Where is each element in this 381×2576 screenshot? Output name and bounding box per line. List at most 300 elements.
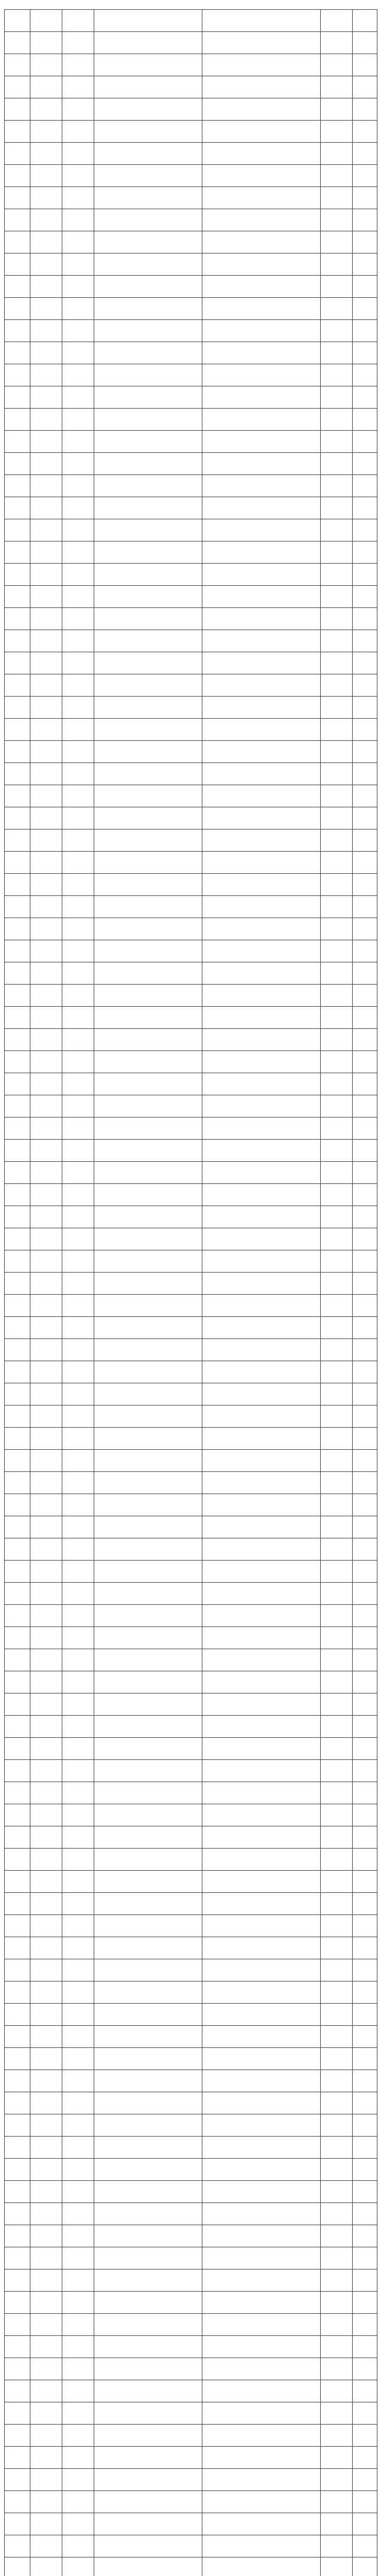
cell-name — [94, 652, 202, 674]
cell-no — [5, 896, 30, 918]
cell-org — [202, 1250, 321, 1273]
cell-org — [202, 2114, 321, 2137]
cell-city — [62, 1915, 94, 1937]
cell-no — [5, 2114, 30, 2137]
cell-region — [30, 497, 62, 519]
cell-type — [321, 586, 353, 608]
cell-city — [62, 2159, 94, 2181]
table-row — [5, 2070, 377, 2092]
cell-type — [321, 1937, 353, 1959]
cell-name — [94, 1605, 202, 1627]
cell-region — [30, 98, 62, 121]
cell-org — [202, 187, 321, 209]
cell-count — [353, 76, 377, 98]
cell-count — [353, 231, 377, 253]
cell-region — [30, 652, 62, 674]
cell-count — [353, 1583, 377, 1605]
cell-region — [30, 1317, 62, 1339]
cell-count — [353, 985, 377, 1007]
table-row — [5, 342, 377, 364]
cell-city — [62, 1073, 94, 1095]
cell-org — [202, 1849, 321, 1871]
cell-org — [202, 386, 321, 409]
cell-org — [202, 342, 321, 364]
cell-region — [30, 697, 62, 719]
cell-region — [30, 1893, 62, 1915]
cell-no — [5, 409, 30, 431]
cell-org — [202, 1428, 321, 1450]
cell-org — [202, 1716, 321, 1738]
cell-city — [62, 2380, 94, 2402]
cell-type — [321, 1561, 353, 1583]
cell-region — [30, 1693, 62, 1716]
cell-name — [94, 1937, 202, 1959]
table-row — [5, 2137, 377, 2159]
cell-no — [5, 1184, 30, 1206]
cell-name — [94, 2114, 202, 2137]
cell-name — [94, 1317, 202, 1339]
cell-name — [94, 630, 202, 652]
cell-count — [353, 1250, 377, 1273]
cell-type — [321, 674, 353, 697]
cell-org — [202, 829, 321, 852]
cell-no — [5, 231, 30, 253]
cell-no — [5, 364, 30, 386]
cell-count — [353, 54, 377, 76]
cell-count — [353, 364, 377, 386]
cell-region — [30, 1760, 62, 1782]
table-row — [5, 1317, 377, 1339]
cell-region — [30, 2513, 62, 2535]
table-row — [5, 2269, 377, 2292]
cell-name — [94, 1915, 202, 1937]
table-row — [5, 2513, 377, 2535]
cell-region — [30, 1583, 62, 1605]
cell-city — [62, 453, 94, 475]
cell-region — [30, 1981, 62, 2004]
cell-type — [321, 165, 353, 187]
cell-region — [30, 54, 62, 76]
cell-no — [5, 2225, 30, 2247]
cell-region — [30, 2380, 62, 2402]
cell-count — [353, 1029, 377, 1051]
cell-region — [30, 1029, 62, 1051]
cell-org — [202, 2336, 321, 2358]
cell-type — [321, 2114, 353, 2137]
cell-type — [321, 1671, 353, 1693]
cell-name — [94, 2004, 202, 2026]
cell-city — [62, 2513, 94, 2535]
table-row — [5, 2203, 377, 2225]
cell-no — [5, 1871, 30, 1893]
table-row — [5, 1849, 377, 1871]
cell-count — [353, 1915, 377, 1937]
table-row — [5, 1007, 377, 1029]
cell-name — [94, 2535, 202, 2557]
cell-no — [5, 2026, 30, 2048]
cell-type — [321, 1981, 353, 2004]
cell-count — [353, 2137, 377, 2159]
cell-type — [321, 1273, 353, 1295]
cell-no — [5, 719, 30, 741]
cell-no — [5, 785, 30, 807]
cell-city — [62, 2336, 94, 2358]
cell-name — [94, 386, 202, 409]
cell-name — [94, 1516, 202, 1538]
cell-city — [62, 918, 94, 940]
cell-org — [202, 1826, 321, 1849]
cell-name — [94, 1716, 202, 1738]
cell-org — [202, 1007, 321, 1029]
cell-city — [62, 2402, 94, 2425]
cell-city — [62, 1250, 94, 1273]
cell-type — [321, 1206, 353, 1228]
cell-org — [202, 143, 321, 165]
cell-name — [94, 807, 202, 829]
cell-name — [94, 54, 202, 76]
cell-city — [62, 386, 94, 409]
cell-city — [62, 674, 94, 697]
cell-org — [202, 431, 321, 453]
cell-type — [321, 519, 353, 541]
cell-no — [5, 1273, 30, 1295]
table-body — [5, 10, 377, 2576]
cell-region — [30, 1117, 62, 1140]
cell-city — [62, 320, 94, 342]
cell-count — [353, 2425, 377, 2447]
cell-org — [202, 2358, 321, 2380]
cell-count — [353, 2159, 377, 2181]
cell-count — [353, 741, 377, 763]
cell-region — [30, 564, 62, 586]
cell-city — [62, 1583, 94, 1605]
cell-org — [202, 1981, 321, 2004]
table-row — [5, 76, 377, 98]
cell-city — [62, 2491, 94, 2513]
cell-count — [353, 785, 377, 807]
cell-city — [62, 785, 94, 807]
table-row — [5, 1295, 377, 1317]
cell-name — [94, 852, 202, 874]
cell-count — [353, 807, 377, 829]
cell-count — [353, 320, 377, 342]
cell-count — [353, 918, 377, 940]
cell-region — [30, 1295, 62, 1317]
cell-type — [321, 1760, 353, 1782]
cell-no — [5, 2092, 30, 2114]
cell-count — [353, 497, 377, 519]
table-row — [5, 1117, 377, 1140]
cell-name — [94, 1051, 202, 1073]
cell-count — [353, 386, 377, 409]
cell-no — [5, 1915, 30, 1937]
cell-region — [30, 1516, 62, 1538]
cell-name — [94, 1339, 202, 1361]
cell-region — [30, 1605, 62, 1627]
table-row — [5, 1450, 377, 1472]
cell-city — [62, 209, 94, 231]
cell-city — [62, 1871, 94, 1893]
cell-type — [321, 2026, 353, 2048]
cell-name — [94, 1782, 202, 1804]
cell-no — [5, 2159, 30, 2181]
cell-city — [62, 1516, 94, 1538]
cell-no — [5, 209, 30, 231]
cell-type — [321, 2247, 353, 2269]
table-row — [5, 2491, 377, 2513]
cell-no — [5, 962, 30, 985]
cell-org — [202, 76, 321, 98]
cell-no — [5, 1029, 30, 1051]
cell-count — [353, 1295, 377, 1317]
cell-count — [353, 1405, 377, 1428]
cell-type — [321, 763, 353, 785]
cell-type — [321, 431, 353, 453]
cell-count — [353, 475, 377, 497]
cell-type — [321, 2491, 353, 2513]
cell-name — [94, 2336, 202, 2358]
cell-type — [321, 54, 353, 76]
cell-name — [94, 1184, 202, 1206]
table-row — [5, 165, 377, 187]
cell-region — [30, 1627, 62, 1649]
cell-count — [353, 1538, 377, 1561]
cell-no — [5, 1538, 30, 1561]
cell-no — [5, 1893, 30, 1915]
table-row — [5, 2358, 377, 2380]
cell-region — [30, 2114, 62, 2137]
cell-count — [353, 431, 377, 453]
cell-no — [5, 320, 30, 342]
cell-type — [321, 1583, 353, 1605]
cell-count — [353, 1228, 377, 1250]
cell-org — [202, 121, 321, 143]
cell-count — [353, 1627, 377, 1649]
table-row — [5, 2026, 377, 2048]
cell-region — [30, 409, 62, 431]
cell-count — [353, 2247, 377, 2269]
cell-no — [5, 1981, 30, 2004]
cell-type — [321, 1472, 353, 1494]
cell-type — [321, 1361, 353, 1383]
cell-org — [202, 1361, 321, 1383]
cell-org — [202, 10, 321, 32]
cell-no — [5, 1228, 30, 1250]
cell-city — [62, 1804, 94, 1826]
cell-city — [62, 2358, 94, 2380]
cell-name — [94, 1206, 202, 1228]
cell-region — [30, 187, 62, 209]
cell-count — [353, 2447, 377, 2469]
cell-type — [321, 785, 353, 807]
cell-type — [321, 1605, 353, 1627]
cell-count — [353, 2535, 377, 2557]
cell-region — [30, 1405, 62, 1428]
cell-city — [62, 2447, 94, 2469]
cell-type — [321, 2380, 353, 2402]
cell-no — [5, 298, 30, 320]
cell-name — [94, 1361, 202, 1383]
cell-name — [94, 1095, 202, 1117]
cell-city — [62, 2314, 94, 2336]
cell-type — [321, 1450, 353, 1472]
cell-org — [202, 1206, 321, 1228]
cell-count — [353, 1140, 377, 1162]
cell-city — [62, 1959, 94, 1981]
cell-name — [94, 1959, 202, 1981]
cell-city — [62, 2269, 94, 2292]
cell-type — [321, 1184, 353, 1206]
cell-no — [5, 1760, 30, 1782]
cell-region — [30, 874, 62, 896]
cell-city — [62, 431, 94, 453]
cell-count — [353, 1007, 377, 1029]
cell-region — [30, 1959, 62, 1981]
cell-type — [321, 1339, 353, 1361]
table-row — [5, 1383, 377, 1405]
cell-type — [321, 1095, 353, 1117]
cell-name — [94, 874, 202, 896]
cell-no — [5, 1937, 30, 1959]
table-row — [5, 2247, 377, 2269]
cell-region — [30, 253, 62, 276]
cell-region — [30, 2336, 62, 2358]
cell-name — [94, 1849, 202, 1871]
table-row — [5, 1095, 377, 1117]
cell-no — [5, 2469, 30, 2491]
cell-org — [202, 54, 321, 76]
table-row — [5, 874, 377, 896]
cell-name — [94, 1627, 202, 1649]
cell-org — [202, 2292, 321, 2314]
cell-region — [30, 2358, 62, 2380]
cell-type — [321, 896, 353, 918]
cell-type — [321, 697, 353, 719]
table-row — [5, 807, 377, 829]
cell-city — [62, 1428, 94, 1450]
cell-name — [94, 1583, 202, 1605]
cell-city — [62, 2137, 94, 2159]
cell-count — [353, 2314, 377, 2336]
cell-region — [30, 1671, 62, 1693]
cell-name — [94, 253, 202, 276]
cell-org — [202, 98, 321, 121]
table-row — [5, 1339, 377, 1361]
cell-count — [353, 187, 377, 209]
table-row — [5, 298, 377, 320]
cell-region — [30, 143, 62, 165]
cell-count — [353, 2048, 377, 2070]
cell-type — [321, 1849, 353, 1871]
cell-no — [5, 54, 30, 76]
cell-city — [62, 342, 94, 364]
cell-no — [5, 652, 30, 674]
table-row — [5, 98, 377, 121]
cell-type — [321, 253, 353, 276]
cell-region — [30, 1095, 62, 1117]
cell-region — [30, 1826, 62, 1849]
cell-name — [94, 475, 202, 497]
cell-name — [94, 1538, 202, 1561]
cell-type — [321, 298, 353, 320]
cell-name — [94, 697, 202, 719]
cell-no — [5, 807, 30, 829]
cell-type — [321, 1117, 353, 1140]
cell-count — [353, 1117, 377, 1140]
cell-count — [353, 674, 377, 697]
table-row — [5, 1162, 377, 1184]
cell-name — [94, 2203, 202, 2225]
cell-city — [62, 1937, 94, 1959]
table-row — [5, 541, 377, 564]
cell-type — [321, 807, 353, 829]
cell-city — [62, 1162, 94, 1184]
cell-count — [353, 1184, 377, 1206]
table-row — [5, 2314, 377, 2336]
cell-no — [5, 1782, 30, 1804]
cell-city — [62, 630, 94, 652]
cell-city — [62, 586, 94, 608]
cell-region — [30, 2402, 62, 2425]
cell-type — [321, 630, 353, 652]
cell-no — [5, 76, 30, 98]
cell-type — [321, 564, 353, 586]
cell-region — [30, 2469, 62, 2491]
cell-region — [30, 1140, 62, 1162]
cell-count — [353, 1073, 377, 1095]
cell-count — [353, 1162, 377, 1184]
cell-count — [353, 896, 377, 918]
cell-name — [94, 2070, 202, 2092]
table-row — [5, 674, 377, 697]
cell-count — [353, 1051, 377, 1073]
cell-no — [5, 32, 30, 54]
cell-region — [30, 1782, 62, 1804]
cell-no — [5, 1295, 30, 1317]
cell-name — [94, 785, 202, 807]
cell-type — [321, 940, 353, 962]
cell-org — [202, 2026, 321, 2048]
table-row — [5, 121, 377, 143]
cell-city — [62, 1029, 94, 1051]
cell-no — [5, 829, 30, 852]
cell-org — [202, 1538, 321, 1561]
cell-type — [321, 1007, 353, 1029]
cell-type — [321, 1782, 353, 1804]
cell-count — [353, 1516, 377, 1538]
cell-region — [30, 2137, 62, 2159]
cell-city — [62, 541, 94, 564]
cell-no — [5, 1605, 30, 1627]
cell-org — [202, 674, 321, 697]
cell-region — [30, 165, 62, 187]
cell-no — [5, 1693, 30, 1716]
cell-city — [62, 2247, 94, 2269]
table-row — [5, 143, 377, 165]
cell-org — [202, 1317, 321, 1339]
cell-org — [202, 1273, 321, 1295]
table-row — [5, 719, 377, 741]
cell-org — [202, 1627, 321, 1649]
cell-city — [62, 1981, 94, 2004]
cell-org — [202, 231, 321, 253]
table-row — [5, 253, 377, 276]
cell-region — [30, 1051, 62, 1073]
table-row — [5, 852, 377, 874]
cell-region — [30, 2491, 62, 2513]
cell-count — [353, 1206, 377, 1228]
cell-city — [62, 652, 94, 674]
